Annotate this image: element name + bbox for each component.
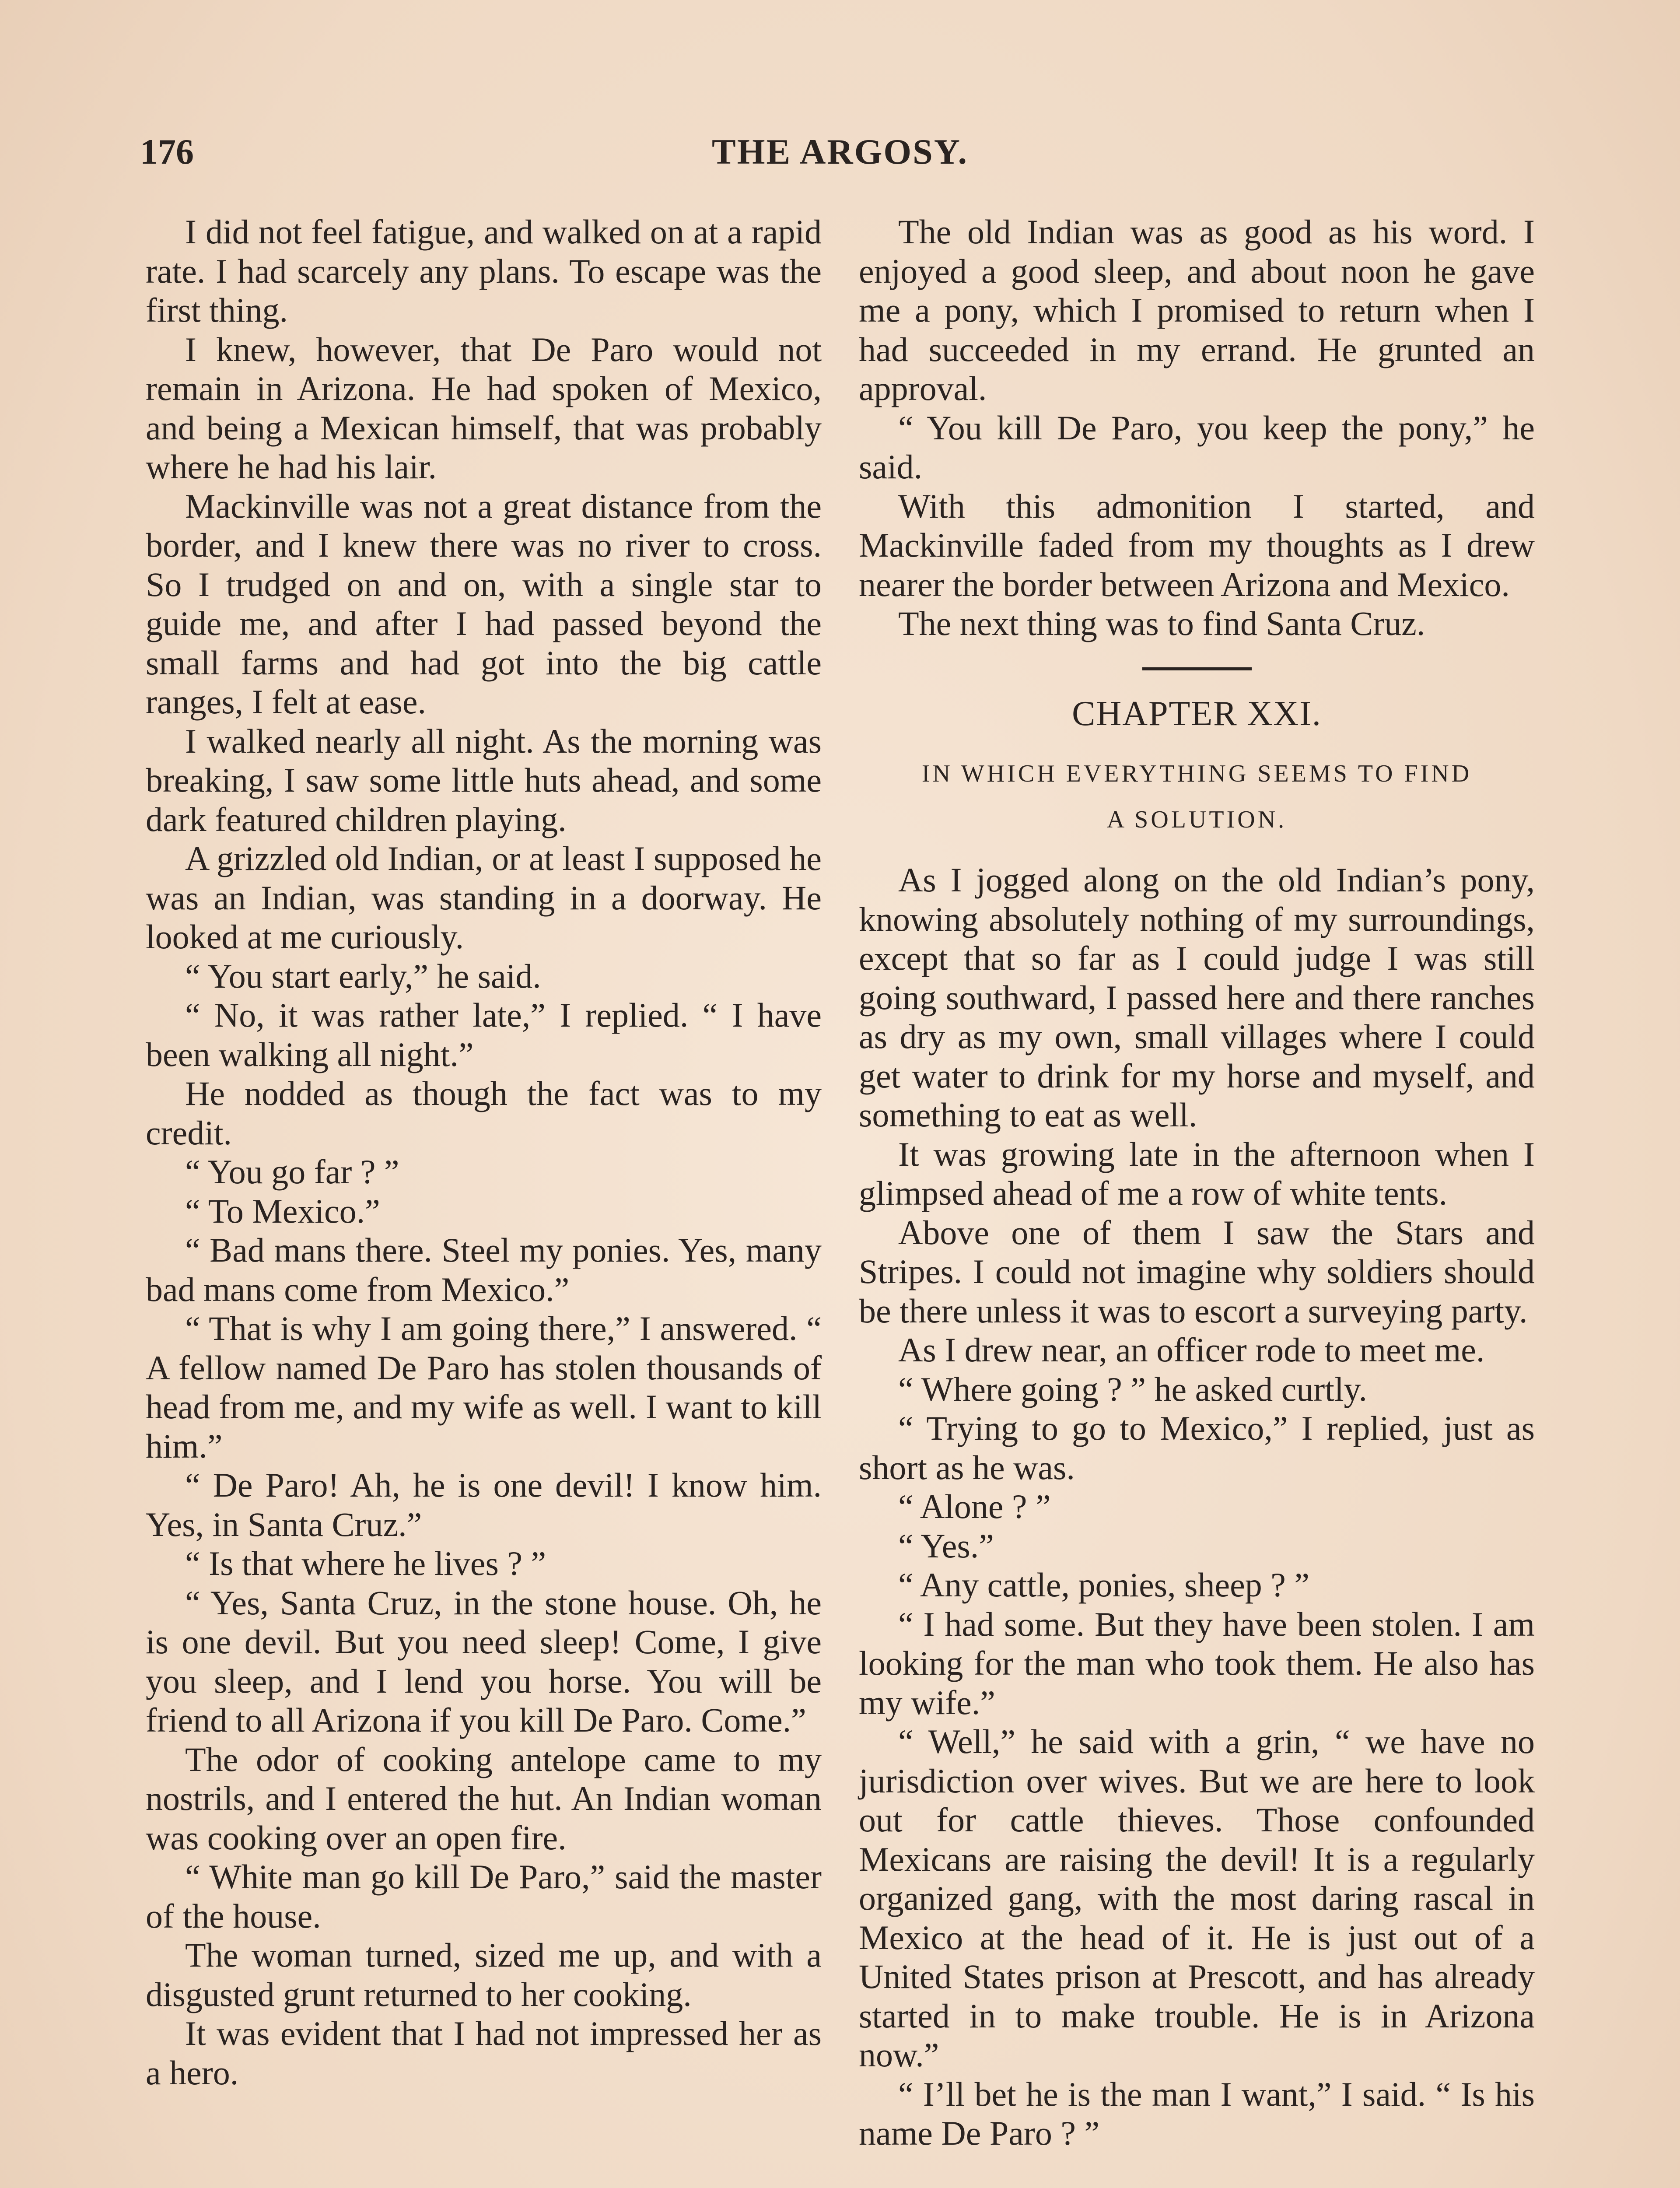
paragraph: I knew, however, that De Paro would not remain in Arizona. He had spoken of Mexico, and being a Mexican himself, that was probably where he had his lair. bbox=[146, 330, 822, 486]
section-divider bbox=[1142, 667, 1252, 670]
paragraph: “ To Mexico.” bbox=[185, 1192, 380, 1230]
paragraph: With this admonition I started, and Mackinville faded from my thoughts as I drew nearer the border between Arizona and Mexico. bbox=[859, 487, 1535, 603]
running-title: THE ARGOSY. bbox=[712, 132, 968, 172]
paragraph: “ No, it was rather late,” I replied. “ I have been walking all night.” bbox=[146, 996, 822, 1073]
right-text-column bbox=[859, 212, 1535, 2153]
paragraph: As I jogged along on the old Indian’s pony, knowing absolutely nothing of my surroundings, except that so far as I could judge I was still going southward, I passed here and there ranches as dry as my own, small villages where I could get water to drink for my horse and myself, and something to eat as well. bbox=[859, 861, 1535, 1134]
page-header bbox=[140, 131, 1540, 184]
paragraph: “ Yes.” bbox=[898, 1526, 994, 1565]
paragraph: It was evident that I had not impressed her as a hero. bbox=[146, 2014, 822, 2092]
paragraph: “ I’ll bet he is the man I want,” I said. “ Is his name De Paro ? ” bbox=[859, 2075, 1535, 2152]
paragraph: I walked nearly all night. As the morning was breaking, I saw some little huts ahead, and some dark featured children playing. bbox=[146, 722, 822, 838]
paragraph: “ Alone ? ” bbox=[898, 1487, 1051, 1525]
paragraph: The woman turned, sized me up, and with a disgusted grunt returned to her cooking. bbox=[146, 1936, 822, 2013]
paragraph: “ De Paro! Ah, he is one devil! I know him. Yes, in Santa Cruz.” bbox=[146, 1466, 822, 1543]
paragraph: “ You kill De Paro, you keep the pony,” he said. bbox=[859, 408, 1535, 486]
chapter-subtitle bbox=[859, 751, 1535, 843]
paragraph: “ Yes, Santa Cruz, in the stone house. Oh, he is one devil. But you need sleep! Come, I give you sleep, and I lend you horse. You will be friend to all Arizona if you kill De Paro. Come.” bbox=[146, 1583, 822, 1739]
paragraph: “ You go far ? ” bbox=[185, 1153, 399, 1191]
paragraph: Above one of them I saw the Stars and Stripes. I could not imagine why soldiers should be there unless it was to escort a surveying party. bbox=[859, 1213, 1535, 1330]
page-number: 176 bbox=[140, 132, 194, 172]
paragraph: Mackinville was not a great distance from the border, and I knew there was no river to cross. So I trudged on and on, with a single star to guide me, and after I had passed beyond the small farms and had got into the big cattle ranges, I felt at ease. bbox=[146, 487, 822, 721]
chapter-title: CHAPTER XXI. bbox=[1072, 694, 1322, 733]
chapter-subtitle-line: IN WHICH EVERYTHING SEEMS TO FIND bbox=[921, 760, 1472, 787]
paragraph: He nodded as though the fact was to my credit. bbox=[146, 1074, 822, 1152]
left-text-column bbox=[146, 212, 822, 2092]
paragraph: “ Well,” he said with a grin, “ we have no jurisdiction over wives. But we are here to look out for cattle thieves. Those confounded Mexicans are raising the devil! It is a regularly organized gang, with the most daring rascal in Mexico at the head of it. He is just out of a United States prison at Prescott, and has already started in to make trouble. He is in Arizona now.” bbox=[859, 1722, 1535, 2074]
chapter-subtitle-line: A SOLUTION. bbox=[1106, 806, 1287, 833]
paragraph: “ That is why I am going there,” I answered. “ A fellow named De Paro has stolen thousands of head from me, and my wife as well. I want to kill him.” bbox=[146, 1309, 822, 1465]
paragraph: “ Bad mans there. Steel my ponies. Yes, many bad mans come from Mexico.” bbox=[146, 1231, 822, 1308]
paragraph: “ Trying to go to Mexico,” I replied, just as short as he was. bbox=[859, 1409, 1535, 1487]
paragraph: The old Indian was as good as his word. I enjoyed a good sleep, and about noon he gave me a pony, which I promised to return when I had succeeded in my errand. He grunted an approval. bbox=[859, 213, 1535, 407]
paragraph: “ Where going ? ” he asked curtly. bbox=[898, 1370, 1368, 1408]
paragraph: It was growing late in the afternoon when I glimpsed ahead of me a row of white tents. bbox=[859, 1135, 1535, 1212]
paragraph: I did not feel fatigue, and walked on at a rapid rate. I had scarcely any plans. To escape was the first thing. bbox=[146, 213, 822, 329]
paragraph: “ You start early,” he said. bbox=[185, 957, 541, 995]
paragraph: The odor of cooking antelope came to my nostrils, and I entered the hut. An Indian woman was cooking over an open fire. bbox=[146, 1740, 822, 1857]
paragraph: “ I had some. But they have been stolen. I am looking for the man who took them. He also has my wife.” bbox=[859, 1605, 1535, 1722]
paragraph: “ Any cattle, ponies, sheep ? ” bbox=[898, 1566, 1309, 1604]
paragraph: A grizzled old Indian, or at least I supposed he was an Indian, was standing in a doorway. He looked at me curiously. bbox=[146, 839, 822, 956]
paragraph: “ Is that where he lives ? ” bbox=[185, 1544, 546, 1582]
paragraph: As I drew near, an officer rode to meet me. bbox=[898, 1331, 1485, 1369]
paragraph: “ White man go kill De Paro,” said the master of the house. bbox=[146, 1858, 822, 1935]
paragraph: The next thing was to find Santa Cruz. bbox=[898, 604, 1425, 642]
